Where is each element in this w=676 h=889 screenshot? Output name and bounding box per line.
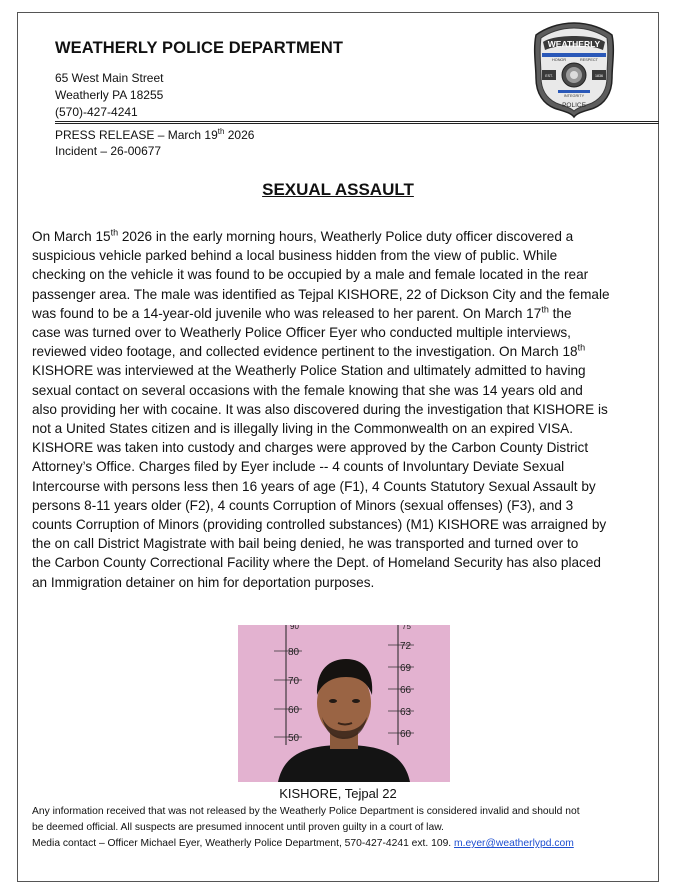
body-line: case was turned over to Weatherly Police Officer Eyer who conducted multiple interviews, [32, 325, 571, 341]
badge-est-text: EST. [545, 74, 553, 78]
height-tick-left: 70 [288, 676, 300, 687]
suspect-mugshot [238, 625, 450, 782]
department-name: WEATHERLY POLICE DEPARTMENT [55, 39, 344, 57]
body-line: reviewed video footage, and collected evidence pertinent to the investigation. On March 18th [32, 342, 586, 360]
disclaimer-line-1: Any information received that was not released by the Weatherly Police Department is considered invalid and should not [32, 806, 580, 817]
police-badge-logo [530, 20, 618, 120]
height-tick-left: 50 [288, 733, 300, 744]
height-tick-right: 72 [400, 641, 412, 652]
release-title: SEXUAL ASSAULT [262, 180, 414, 199]
badge-integrity-text: INTEGRITY [563, 94, 585, 98]
badge-respect-text: RESPECT [580, 58, 598, 62]
header-rule-bottom [55, 123, 659, 124]
height-tick-right: 63 [400, 707, 412, 718]
height-tick-right: 66 [400, 685, 412, 696]
body-line: the Carbon County Correctional Facility where the Dept. of Homeland Security has also placed [32, 555, 601, 571]
body-line: On March 15th 2026 in the early morning hours, Weatherly Police duty officer discovered a [32, 227, 574, 244]
body-line: an Immigration detainer on him for deportation purposes. [32, 574, 375, 590]
body-line: not a United States citizen and is illegally living in the Commonwealth on an expired VISA. [32, 421, 574, 437]
height-tick-top-right: 75 [402, 625, 411, 631]
height-tick-top-left: 90 [290, 625, 299, 631]
phone-number: (570)-427-4241 [55, 105, 138, 119]
body-line: KISHORE was interviewed at the Weatherly Police Station and ultimately admitted to having [32, 363, 586, 379]
press-release-date: PRESS RELEASE – March 19th 2026 [55, 127, 255, 142]
height-tick-right: 60 [400, 729, 412, 740]
badge-year-text: 1836 [595, 74, 603, 78]
disclaimer-line-2: be deemed official. All suspects are presumed innocent until proven guilty in a court of law. [32, 822, 444, 833]
height-tick-left: 80 [288, 647, 300, 658]
height-tick-right: 69 [400, 663, 412, 674]
body-line: the on call District Magistrate with bail being denied, he was transported and turned over to [32, 536, 579, 552]
body-line: was found to be a 14-year-old juvenile who was released to her parent. On March 17th the [32, 304, 572, 321]
body-line: KISHORE was taken into custody and charges were approved by the Carbon County District [32, 440, 589, 456]
body-line: passenger area. The male was identified as Tejpal KISHORE, 22 of Dickson City and the female [32, 286, 610, 302]
body-line: also providing her with cocaine. It was also discovered during the investigation that KISHORE is [32, 401, 608, 417]
body-line: Intercourse with persons less then 16 years of age (F1), 4 Counts Statutory Sexual Assault by [32, 478, 596, 494]
body-line: suspicious vehicle parked behind a local business hidden from the view of public. While [32, 248, 558, 264]
header-rule-top [55, 121, 659, 122]
height-tick-left: 60 [288, 705, 300, 716]
badge-honor-text: HONOR [552, 58, 567, 62]
body-line: Attorney’s Office. Charges filed by Eyer include -- 4 counts of Involuntary Deviate Sexual [32, 459, 565, 475]
incident-number: Incident – 26-00677 [55, 144, 162, 158]
body-line: checking on the vehicle it was found to be occupied by a male and female located in the rear [32, 267, 589, 283]
media-contact: Media contact – Officer Michael Eyer, Weatherly Police Department, 570-427-4241 ext. 109. m.eyer@weatherlypd.com [32, 838, 574, 849]
badge-top-text: WEATHERLY [547, 39, 601, 49]
mugshot-caption: KISHORE, Tejpal 22 [279, 786, 397, 801]
badge-bottom-text: POLICE [562, 102, 586, 109]
address-line-1: 65 West Main Street [55, 71, 164, 85]
body-line: counts Corruption of Minors (providing controlled substances) (M1) KISHORE was arraigned by [32, 517, 607, 533]
release-body [32, 227, 650, 592]
body-line: sexual contact on several occasions with the female knowing that she was 14 years old and [32, 382, 583, 398]
address-line-2: Weatherly PA 18255 [55, 88, 164, 102]
contact-email-link[interactable]: m.eyer@weatherlypd.com [454, 838, 574, 849]
body-line: persons 8-11 years older (F2), 4 counts Corruption of Minors (sexual offenses) (F3), and 3 [32, 497, 574, 513]
